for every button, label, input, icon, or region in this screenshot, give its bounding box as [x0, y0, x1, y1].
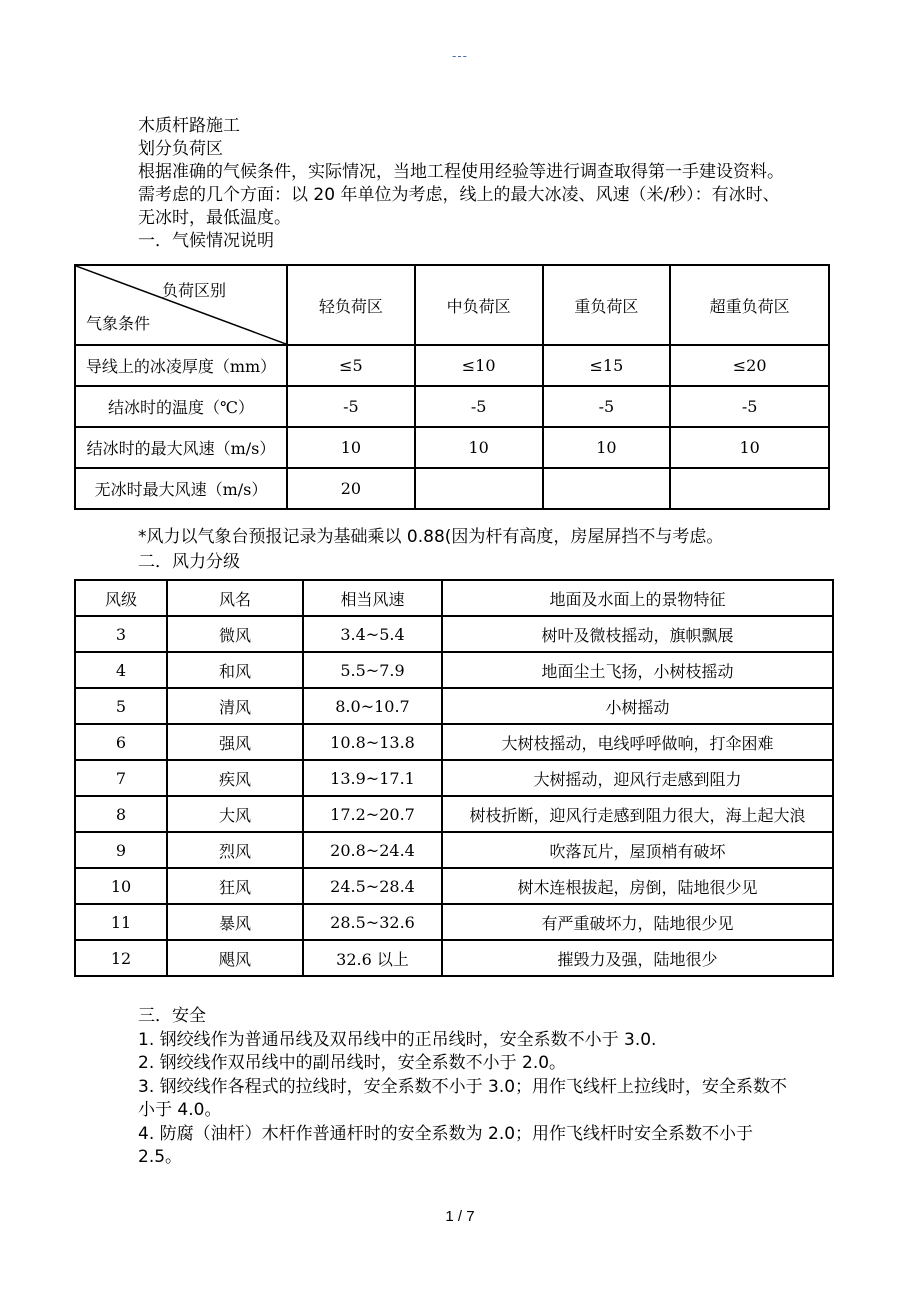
- table-cell: ≤10: [415, 345, 543, 386]
- climate-table: [74, 264, 830, 510]
- table-cell: 10: [75, 868, 167, 904]
- table-cell: 28.5~32.6: [303, 904, 442, 940]
- table-cell: 13.9~17.1: [303, 760, 442, 796]
- header-cell: 风级: [75, 580, 167, 616]
- table-cell: 摧毁力及强，陆地很少: [442, 940, 833, 976]
- diag-bottom-label: 气象条件: [86, 314, 151, 333]
- table-cell: 7: [75, 760, 167, 796]
- header-cell: 相当风速: [303, 580, 442, 616]
- safety-section: [138, 1005, 798, 1170]
- table-cell: 20: [287, 468, 415, 509]
- safety-item: 2. 钢绞线作双吊线中的副吊线时，安全系数不小于 2.0。: [138, 1053, 567, 1073]
- table-row: [75, 832, 833, 868]
- header-mark: ---: [452, 48, 468, 63]
- table-cell: 地面尘土飞扬，小树枝摇动: [442, 652, 833, 688]
- safety-item: 4. 防腐（油杆）木杆作普通杆时的安全系数为 2.0；用作飞线杆时安全系数不小于 2.5。: [138, 1123, 754, 1167]
- table-row: [75, 580, 833, 616]
- table-row: [75, 345, 829, 386]
- doc-title: 木质杆路施工: [138, 116, 240, 136]
- table-cell: 飓风: [167, 940, 303, 976]
- table-cell: 树木连根拔起，房倒，陆地很少见: [442, 868, 833, 904]
- table-cell: 清风: [167, 688, 303, 724]
- table-cell: 10: [415, 427, 543, 468]
- row-label: 结冰时的最大风速（m/s）: [75, 427, 287, 468]
- page-number: 1 / 7: [445, 1208, 475, 1225]
- table-row: [75, 468, 829, 509]
- safety-item: 1. 钢绞线作为普通吊线及双吊线中的正吊线时，安全系数不小于 3.0.: [138, 1029, 657, 1050]
- table-cell: 12: [75, 940, 167, 976]
- table-cell: -5: [670, 386, 829, 427]
- table-cell: 8.0~10.7: [303, 688, 442, 724]
- section2-heading: 二．风力分级: [138, 552, 240, 572]
- safety-item: 3. 钢绞线作各程式的拉线时，安全系数不小于 3.0；用作飞线杆上拉线时，安全系数不小于 4.0。: [138, 1076, 788, 1120]
- table-cell: ≤20: [670, 345, 829, 386]
- table-row: [75, 796, 833, 832]
- table-row: [75, 724, 833, 760]
- table-cell: 4: [75, 652, 167, 688]
- table-row: [75, 868, 833, 904]
- table-cell: 20.8~24.4: [303, 832, 442, 868]
- header-cell: 轻负荷区: [287, 265, 415, 345]
- doc-subtitle: 划分负荷区: [138, 139, 223, 159]
- table-cell: 10: [543, 427, 671, 468]
- section1-heading: 一．气候情况说明: [138, 231, 274, 251]
- header-cell: 中负荷区: [415, 265, 543, 345]
- table-row: [75, 265, 829, 345]
- table-row: [75, 652, 833, 688]
- table-cell: 狂风: [167, 868, 303, 904]
- table-cell: 大风: [167, 796, 303, 832]
- header-cell: 重负荷区: [543, 265, 671, 345]
- table-cell: 微风: [167, 616, 303, 652]
- header-cell: 地面及水面上的景物特征: [442, 580, 833, 616]
- table-cell: 有严重破坏力，陆地很少见: [442, 904, 833, 940]
- table-cell: 树叶及微枝摇动，旗帜飘展: [442, 616, 833, 652]
- table-cell: 暴风: [167, 904, 303, 940]
- diag-top-label: 负荷区别: [161, 281, 226, 300]
- table-cell: 树枝折断，迎风行走感到阻力很大，海上起大浪: [442, 796, 833, 832]
- diagonal-header-cell: [75, 265, 287, 345]
- table-cell: 6: [75, 724, 167, 760]
- table-cell: 10: [670, 427, 829, 468]
- table-cell: ≤15: [543, 345, 671, 386]
- table-cell: [670, 468, 829, 509]
- table-cell: 24.5~28.4: [303, 868, 442, 904]
- table-cell: 大树枝摇动，电线呼呼做响，打伞困难: [442, 724, 833, 760]
- table-cell: 3: [75, 616, 167, 652]
- row-label: 无冰时最大风速（m/s）: [75, 468, 287, 509]
- table-cell: [543, 468, 671, 509]
- table-row: [75, 688, 833, 724]
- table-cell: ≤5: [287, 345, 415, 386]
- table-cell: 3.4~5.4: [303, 616, 442, 652]
- table-cell: [415, 468, 543, 509]
- wind-scale-table: [74, 579, 834, 977]
- table-row: [75, 760, 833, 796]
- table-cell: -5: [543, 386, 671, 427]
- table-cell: 10: [287, 427, 415, 468]
- table-row: [75, 940, 833, 976]
- table-row: [75, 904, 833, 940]
- table-cell: 吹落瓦片，屋顶梢有破坏: [442, 832, 833, 868]
- intro-text: [138, 115, 788, 253]
- table-cell: -5: [415, 386, 543, 427]
- table-cell: 强风: [167, 724, 303, 760]
- section3-heading: 三．安全: [138, 1006, 206, 1026]
- header-cell: 风名: [167, 580, 303, 616]
- wind-note: *风力以气象台预报记录为基础乘以 0.88(因为杆有高度，房屋屏挡不与考虑。: [138, 527, 724, 547]
- table-cell: 5: [75, 688, 167, 724]
- table-cell: 32.6 以上: [303, 940, 442, 976]
- table-cell: 疾风: [167, 760, 303, 796]
- table-cell: 9: [75, 832, 167, 868]
- intro-paragraph: 根据准确的气候条件，实际情况，当地工程使用经验等进行调查取得第一手建设资料。需考虑的几个方面：以 20 年单位为考虑，线上的最大冰凌、风速（米/秒）：有冰时、无冰时，最低温度。: [138, 162, 784, 228]
- table-cell: -5: [287, 386, 415, 427]
- table-cell: 5.5~7.9: [303, 652, 442, 688]
- header-cell: 超重负荷区: [670, 265, 829, 345]
- table-cell: 17.2~20.7: [303, 796, 442, 832]
- table-cell: 10.8~13.8: [303, 724, 442, 760]
- table-cell: 8: [75, 796, 167, 832]
- table-row: [75, 386, 829, 427]
- row-label: 导线上的冰凌厚度（mm）: [75, 345, 287, 386]
- table-row: [75, 616, 833, 652]
- table-cell: 大树摇动，迎风行走感到阻力: [442, 760, 833, 796]
- table-row: [75, 427, 829, 468]
- table-cell: 11: [75, 904, 167, 940]
- row-label: 结冰时的温度（℃）: [75, 386, 287, 427]
- table-cell: 和风: [167, 652, 303, 688]
- table-cell: 烈风: [167, 832, 303, 868]
- table-cell: 小树摇动: [442, 688, 833, 724]
